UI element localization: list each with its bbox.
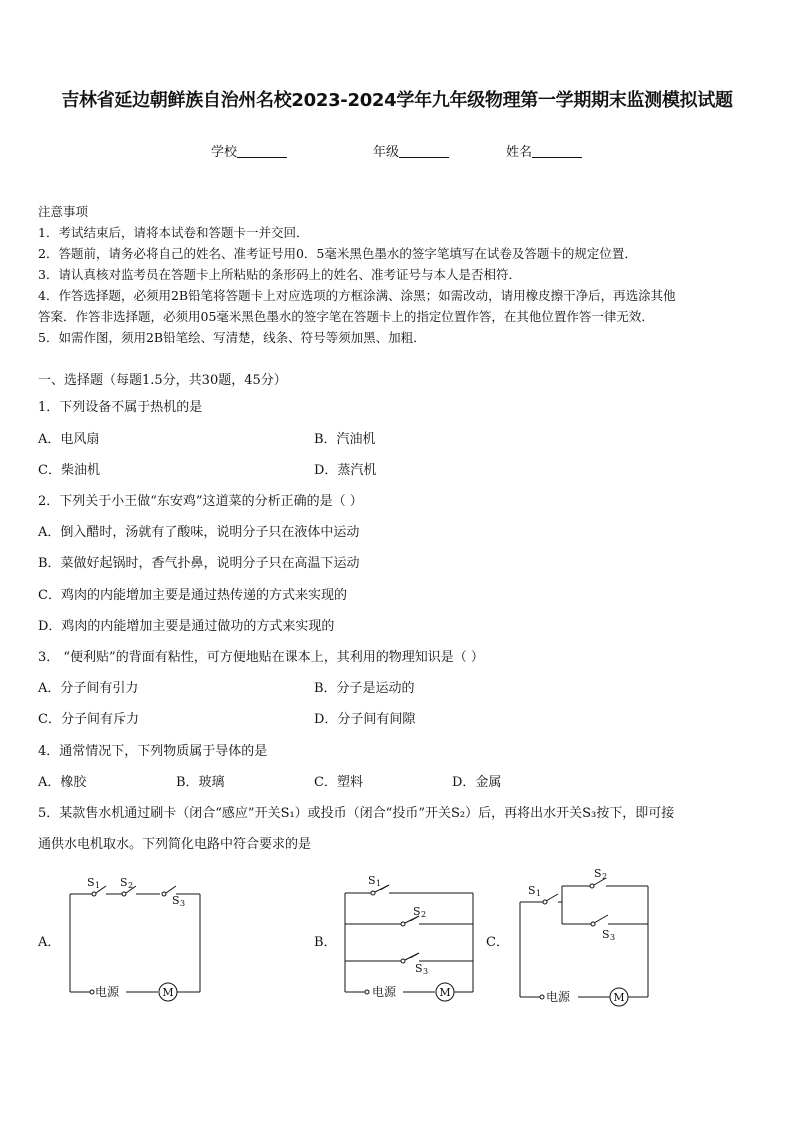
grade-field xyxy=(373,141,449,160)
q4-option-c: C．塑料 xyxy=(314,775,363,790)
q3-option-b: B．分子是运动的 xyxy=(314,681,415,696)
q4-option-a: A．橡胶 xyxy=(38,775,87,790)
q1-stem: 1．下列设备不属于热机的是 xyxy=(38,400,203,415)
school-blank xyxy=(237,145,287,158)
name-field xyxy=(506,141,582,160)
switch-s1-label: S xyxy=(528,884,536,897)
section-heading: 一、选择题（每题1.5分，共30题，45分） xyxy=(38,373,287,388)
motor-icon: M xyxy=(162,986,174,999)
motor-icon: M xyxy=(613,991,625,1004)
page-title: 吉林省延边朝鲜族自治州名校2023-2024学年九年级物理第一学期期末监测模拟试题 xyxy=(61,90,733,111)
notice-item: 5．如需作图，须用2B铅笔绘、写清楚，线条、符号等须加黑、加粗． xyxy=(38,330,426,345)
circuit-a-diagram xyxy=(60,870,210,1005)
notice-heading: 注意事项 xyxy=(38,204,89,219)
switch-s2-subscript: 2 xyxy=(602,872,608,881)
q2-option-a: A．倒入醋时，汤就有了酸味，说明分子只在液体中运动 xyxy=(38,525,360,540)
q1-option-a: A．电风扇 xyxy=(38,432,100,447)
school-label: 学校 xyxy=(211,145,238,160)
name-label: 姓名 xyxy=(506,145,533,160)
circuit-c-label: C． xyxy=(486,935,509,950)
circuit-b-diagram xyxy=(335,868,485,1008)
q4-option-d: D．金属 xyxy=(452,775,502,790)
q3-option-d: D．分子间有间隙 xyxy=(314,712,416,727)
switch-s3-subscript: 3 xyxy=(610,933,616,942)
switch-s1-subscript: 1 xyxy=(536,889,542,898)
switch-s1-label: S xyxy=(368,874,376,887)
notice-item: 答案．作答非选择题，必须用05毫米黑色墨水的签字笔在答题卡上的指定位置作答，在其他位置作答一律无效． xyxy=(38,309,654,324)
switch-s1-subscript: 1 xyxy=(376,879,382,888)
motor-icon: M xyxy=(439,986,451,999)
power-source-label: 电源 xyxy=(546,990,571,1004)
name-blank xyxy=(532,145,582,158)
circuit-b-label: B． xyxy=(314,935,337,950)
q5-stem-line2: 通供水电机取水。下列简化电路中符合要求的是 xyxy=(38,837,312,852)
q3-stem: 3． “便利贴”的背面有粘性，可方便地贴在课本上，其利用的物理知识是（ ） xyxy=(38,650,484,665)
switch-s3-label: S xyxy=(172,894,180,907)
q2-option-d: D．鸡肉的内能增加主要是通过做功的方式来实现的 xyxy=(38,619,335,634)
q2-option-c: C．鸡肉的内能增加主要是通过热传递的方式来实现的 xyxy=(38,588,347,603)
q3-option-a: A．分子间有引力 xyxy=(38,681,139,696)
grade-blank xyxy=(399,145,449,158)
q5-stem-line1: 5．某款售水机通过刷卡（闭合“感应”开关S₁）或投币（闭合“投币”开关S₂）后，再将出水开关S₃按下，即可接 xyxy=(38,806,675,821)
q1-option-c: C．柴油机 xyxy=(38,463,100,478)
switch-s3-subscript: 3 xyxy=(423,967,429,976)
q2-option-b: B．菜做好起锅时，香气扑鼻，说明分子只在高温下运动 xyxy=(38,556,360,571)
q2-stem: 2．下列关于小王做“东安鸡”这道菜的分析正确的是（ ） xyxy=(38,494,363,509)
grade-label: 年级 xyxy=(373,145,400,160)
switch-s3-subscript: 3 xyxy=(180,899,186,908)
switch-s2-subscript: 2 xyxy=(421,910,427,919)
switch-s1-label: S xyxy=(87,876,95,889)
switch-s2-label: S xyxy=(594,867,602,880)
power-source-label: 电源 xyxy=(372,985,397,999)
switch-s2-label: S xyxy=(120,876,128,889)
school-field xyxy=(211,141,287,160)
circuit-a-label: A． xyxy=(38,935,61,950)
notice-item: 1．考试结束后，请将本试卷和答题卡一并交回． xyxy=(38,225,309,240)
q4-stem: 4．通常情况下，下列物质属于导体的是 xyxy=(38,744,268,759)
switch-s3-label: S xyxy=(415,962,423,975)
notice-item: 3．请认真核对监考员在答题卡上所粘贴的条形码上的姓名、准考证号与本人是否相符． xyxy=(38,267,521,282)
switch-s3-label: S xyxy=(602,928,610,941)
q4-option-b: B．玻璃 xyxy=(176,775,225,790)
q3-option-c: C．分子间有斥力 xyxy=(38,712,139,727)
switch-s2-subscript: 2 xyxy=(128,881,134,890)
power-source-label: 电源 xyxy=(95,985,120,999)
notice-item: 2．答题前，请务必将自己的姓名、准考证号用0．5毫米黑色墨水的签字笔填写在试卷及答题卡的规定位置． xyxy=(38,246,637,261)
q1-option-d: D．蒸汽机 xyxy=(314,463,377,478)
q1-option-b: B．汽油机 xyxy=(314,432,376,447)
circuit-c-diagram xyxy=(510,864,660,1012)
switch-s1-subscript: 1 xyxy=(95,881,101,890)
switch-s2-label: S xyxy=(413,905,421,918)
notice-item: 4．作答选择题，必须用2B铅笔将答题卡上对应选项的方框涂满、涂黑；如需改动，请用橡皮擦干净后，再选涂其他 xyxy=(38,288,676,303)
